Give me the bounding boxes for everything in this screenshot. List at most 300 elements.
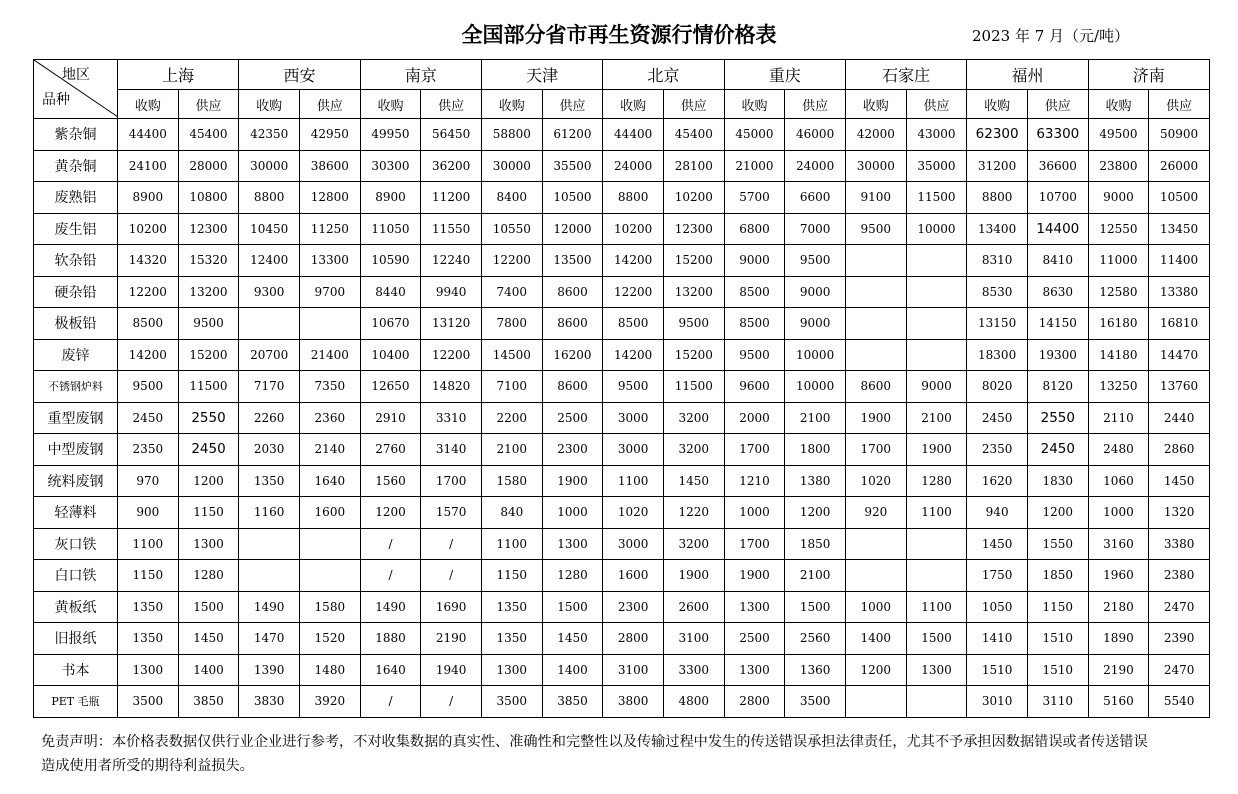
buy-price-cell: 9500 [845,213,906,245]
buy-price-cell: 1390 [239,654,300,686]
buy-price-cell: 1200 [845,654,906,686]
buy-price-cell: 10670 [360,308,421,340]
buy-price-cell: 9000 [1088,182,1149,214]
sell-price-cell: 1280 [178,560,239,592]
buy-price-cell: 10200 [118,213,179,245]
buy-price-cell: 16180 [1088,308,1149,340]
sell-price-cell: 10000 [785,371,846,403]
buy-price-cell: / [360,686,421,718]
sell-price-cell: 2390 [1149,623,1210,655]
sell-price-cell [299,308,360,340]
buy-price-cell: 1700 [724,434,785,466]
buy-price-cell: 1150 [481,560,542,592]
buy-price-cell: 1490 [360,591,421,623]
sell-price-cell: 8410 [1027,245,1088,277]
sell-price-cell: 3200 [663,402,724,434]
sell-price-cell: 2500 [542,402,603,434]
sell-price-cell: 12000 [542,213,603,245]
buy-price-cell: 8530 [967,276,1028,308]
buy-price-cell: 2110 [1088,402,1149,434]
buy-price-header: 收购 [845,90,906,119]
buy-sell-header-row [34,90,1210,119]
sell-price-cell: 24000 [785,150,846,182]
buy-price-cell: 10400 [360,339,421,371]
buy-price-cell: 49950 [360,119,421,151]
date-unit-label: 2023 年 7 月（元/吨） [972,27,1130,45]
buy-price-cell: 14200 [118,339,179,371]
sell-price-cell: 14150 [1027,308,1088,340]
item-name-cell: 不锈钢炉料 [34,371,118,403]
sell-price-cell: 14820 [421,371,482,403]
buy-price-cell [845,308,906,340]
table-row [34,560,1210,592]
buy-price-cell: 1960 [1088,560,1149,592]
buy-price-cell: 1560 [360,465,421,497]
buy-price-cell: 1620 [967,465,1028,497]
page-title: 全国部分省市再生资源行情价格表 [461,23,777,47]
sell-price-cell: 2860 [1149,434,1210,466]
sell-price-cell: 2300 [542,434,603,466]
sell-price-cell: 1220 [663,497,724,529]
sell-price-cell: 1500 [178,591,239,623]
buy-price-cell: 8800 [967,182,1028,214]
city-header: 重庆 [724,60,845,90]
buy-price-cell: 14200 [603,339,664,371]
sell-price-cell: 61200 [542,119,603,151]
city-header: 西安 [239,60,360,90]
buy-price-cell: 1880 [360,623,421,655]
buy-price-cell: 1700 [724,528,785,560]
table-row [34,213,1210,245]
buy-price-cell: 2100 [481,434,542,466]
buy-price-cell: 970 [118,465,179,497]
buy-price-cell: 3800 [603,686,664,718]
sell-price-cell [906,245,967,277]
buy-price-cell: 5700 [724,182,785,214]
sell-price-cell: 15200 [178,339,239,371]
sell-price-cell: 3100 [663,623,724,655]
buy-price-cell: 12200 [118,276,179,308]
buy-price-cell: 940 [967,497,1028,529]
item-name-cell: 重型废钢 [34,402,118,434]
sell-price-cell: 3850 [542,686,603,718]
buy-price-cell [239,308,300,340]
sell-price-cell: 1300 [542,528,603,560]
sell-price-cell: 1200 [1027,497,1088,529]
sell-price-cell: 2560 [785,623,846,655]
sell-price-cell: 1850 [1027,560,1088,592]
sell-price-cell: 2470 [1149,591,1210,623]
sell-price-cell: 2190 [421,623,482,655]
buy-price-cell: 1750 [967,560,1028,592]
sell-price-cell: 11400 [1149,245,1210,277]
buy-price-header: 收购 [1088,90,1149,119]
sell-price-cell: 1320 [1149,497,1210,529]
buy-price-cell [845,339,906,371]
buy-price-cell: 1900 [845,402,906,434]
sell-price-cell: 13200 [663,276,724,308]
sell-price-cell: 13380 [1149,276,1210,308]
table-row [34,119,1210,151]
buy-price-cell: 1100 [118,528,179,560]
buy-price-cell: 1490 [239,591,300,623]
sell-price-cell: 10200 [663,182,724,214]
sell-price-header: 供应 [542,90,603,119]
buy-price-cell: 12650 [360,371,421,403]
buy-price-cell: 9500 [118,371,179,403]
buy-price-cell: 12550 [1088,213,1149,245]
buy-price-cell: 3000 [603,434,664,466]
sell-price-cell [906,528,967,560]
buy-price-cell: 3500 [118,686,179,718]
city-header: 福州 [967,60,1088,90]
buy-price-cell: 2030 [239,434,300,466]
buy-price-cell: 2760 [360,434,421,466]
buy-price-cell: 1450 [967,528,1028,560]
sell-price-cell: 9700 [299,276,360,308]
buy-price-cell [845,528,906,560]
price-table [33,59,1210,718]
sell-price-cell: 13300 [299,245,360,277]
sell-price-cell: 2550 [1027,402,1088,434]
sell-price-cell: 8600 [542,308,603,340]
sell-price-cell: / [421,560,482,592]
sell-price-cell [906,339,967,371]
city-header: 上海 [118,60,239,90]
buy-price-cell: 900 [118,497,179,529]
sell-price-cell: 2100 [906,402,967,434]
sell-price-cell: 35500 [542,150,603,182]
sell-price-cell: 16200 [542,339,603,371]
buy-price-cell: 920 [845,497,906,529]
table-row [34,402,1210,434]
buy-price-cell: 2190 [1088,654,1149,686]
sell-price-cell: 1400 [178,654,239,686]
buy-price-cell: 3500 [481,686,542,718]
buy-price-cell: 49500 [1088,119,1149,151]
table-row [34,654,1210,686]
sell-price-cell [299,560,360,592]
buy-price-cell: 1000 [724,497,785,529]
corner-header-cell [34,60,118,119]
sell-price-cell: 14470 [1149,339,1210,371]
buy-price-cell: 2910 [360,402,421,434]
sell-price-cell: 35000 [906,150,967,182]
buy-price-cell: 23800 [1088,150,1149,182]
sell-price-cell: 3200 [663,434,724,466]
region-label: 地区 [62,67,90,83]
sell-price-cell: 9500 [663,308,724,340]
sell-price-cell: 3380 [1149,528,1210,560]
sell-price-cell: 10000 [785,339,846,371]
buy-price-cell: 2800 [724,686,785,718]
sell-price-cell: 4800 [663,686,724,718]
city-header-row [34,60,1210,90]
buy-price-cell: 58800 [481,119,542,151]
buy-price-cell: 30000 [845,150,906,182]
disclaimer-line-1: 免责声明：本价格表数据仅供行业企业进行参考，不对收集数据的真实性、准确性和完整性以及传输过程中发生的传送错误承担法律责任，尤其不予承担因数据错误或者传送错误 [41,734,1148,750]
buy-price-cell: 14200 [603,245,664,277]
buy-price-cell: 11000 [1088,245,1149,277]
city-header: 石家庄 [845,60,966,90]
buy-price-cell: 8500 [118,308,179,340]
buy-price-cell: 8500 [724,276,785,308]
buy-price-cell: 2500 [724,623,785,655]
buy-price-cell: 1210 [724,465,785,497]
sell-price-cell: 28100 [663,150,724,182]
buy-price-cell: 2450 [967,402,1028,434]
buy-price-header: 收购 [967,90,1028,119]
sell-price-header: 供应 [1027,90,1088,119]
buy-price-cell: 8900 [360,182,421,214]
buy-price-cell: 9100 [845,182,906,214]
sell-price-cell: 9000 [785,276,846,308]
sell-price-cell: 1900 [542,465,603,497]
buy-price-cell: 42000 [845,119,906,151]
buy-price-cell: 1350 [239,465,300,497]
sell-price-cell: 63300 [1027,119,1088,151]
sell-price-cell: 1500 [542,591,603,623]
buy-price-cell: 2480 [1088,434,1149,466]
sell-price-cell: 7350 [299,371,360,403]
sell-price-cell: 13760 [1149,371,1210,403]
buy-price-cell: 2200 [481,402,542,434]
sell-price-cell: 2550 [178,402,239,434]
sell-price-cell: 1450 [542,623,603,655]
item-name-cell: 极板铅 [34,308,118,340]
sell-price-cell [906,308,967,340]
table-row [34,245,1210,277]
buy-price-cell: 9000 [724,245,785,277]
sell-price-cell: 1450 [178,623,239,655]
buy-price-cell: 13250 [1088,371,1149,403]
buy-price-cell: 1900 [724,560,785,592]
buy-price-cell: 14500 [481,339,542,371]
sell-price-cell: 7000 [785,213,846,245]
sell-price-cell: 10500 [542,182,603,214]
buy-price-cell [239,528,300,560]
sell-price-cell: 8600 [542,371,603,403]
sell-price-cell: 8120 [1027,371,1088,403]
buy-price-cell: 10450 [239,213,300,245]
sell-price-cell [906,276,967,308]
sell-price-cell: 12300 [663,213,724,245]
buy-price-header: 收购 [239,90,300,119]
buy-price-cell: 1890 [1088,623,1149,655]
buy-price-cell: 14320 [118,245,179,277]
sell-price-cell: 10800 [178,182,239,214]
sell-price-cell: 11550 [421,213,482,245]
sell-price-cell: 2450 [1027,434,1088,466]
sell-price-cell: 12300 [178,213,239,245]
sell-price-cell: 12240 [421,245,482,277]
buy-price-cell: 13150 [967,308,1028,340]
sell-price-cell: 2380 [1149,560,1210,592]
sell-price-cell: 12800 [299,182,360,214]
item-name-cell: 黄杂铜 [34,150,118,182]
item-name-cell: 废熟铝 [34,182,118,214]
sell-price-cell: 1150 [178,497,239,529]
sell-price-cell: 1500 [906,623,967,655]
buy-price-cell: 2450 [118,402,179,434]
buy-price-cell: 12200 [603,276,664,308]
sell-price-header: 供应 [421,90,482,119]
buy-price-cell [845,276,906,308]
buy-price-cell: 8800 [603,182,664,214]
table-row [34,339,1210,371]
sell-price-cell: 36200 [421,150,482,182]
sell-price-cell: 3500 [785,686,846,718]
buy-price-cell: 8310 [967,245,1028,277]
buy-price-cell: 11050 [360,213,421,245]
sell-price-cell: 6600 [785,182,846,214]
buy-price-cell: 44400 [603,119,664,151]
sell-price-cell: 1830 [1027,465,1088,497]
buy-price-cell: 2350 [967,434,1028,466]
table-row [34,497,1210,529]
buy-price-header: 收购 [724,90,785,119]
buy-price-cell: 8800 [239,182,300,214]
sell-price-cell: 1280 [542,560,603,592]
buy-price-cell: 6800 [724,213,785,245]
buy-price-cell: 3000 [603,528,664,560]
item-name-cell: PET 毛瓶 [34,686,118,718]
sell-price-cell: 13200 [178,276,239,308]
sell-price-cell: 43000 [906,119,967,151]
sell-price-cell: 11500 [906,182,967,214]
buy-price-cell: 1200 [360,497,421,529]
buy-price-cell: 9500 [724,339,785,371]
sell-price-cell: 2470 [1149,654,1210,686]
buy-price-cell: 3830 [239,686,300,718]
sell-price-cell: 1000 [542,497,603,529]
sell-price-cell: 1300 [906,654,967,686]
city-header: 南京 [360,60,481,90]
city-header: 天津 [481,60,602,90]
buy-price-cell: 8500 [724,308,785,340]
buy-price-cell: 1050 [967,591,1028,623]
item-name-cell: 软杂铅 [34,245,118,277]
sell-price-cell: 3920 [299,686,360,718]
buy-price-cell: 1150 [118,560,179,592]
sell-price-header: 供应 [1149,90,1210,119]
buy-price-cell: / [360,528,421,560]
buy-price-cell: 1350 [481,591,542,623]
sell-price-cell: 1450 [663,465,724,497]
city-header: 济南 [1088,60,1209,90]
sell-price-cell: 1520 [299,623,360,655]
buy-price-cell: 7400 [481,276,542,308]
table-row [34,528,1210,560]
buy-price-cell: 30000 [481,150,542,182]
sell-price-cell: 8630 [1027,276,1088,308]
sell-price-cell: 1700 [421,465,482,497]
sell-price-header: 供应 [663,90,724,119]
buy-price-header: 收购 [481,90,542,119]
sell-price-cell: 42950 [299,119,360,151]
buy-price-cell: 12580 [1088,276,1149,308]
sell-price-cell: 26000 [1149,150,1210,182]
table-row [34,182,1210,214]
buy-price-cell: 1060 [1088,465,1149,497]
table-row [34,371,1210,403]
buy-price-cell: 840 [481,497,542,529]
buy-price-cell: / [360,560,421,592]
sell-price-cell: 45400 [663,119,724,151]
buy-price-cell: 1300 [481,654,542,686]
sell-price-cell: 1800 [785,434,846,466]
item-label: 品种 [42,92,70,108]
buy-price-cell: 24100 [118,150,179,182]
buy-price-cell: 3010 [967,686,1028,718]
buy-price-cell: 1100 [481,528,542,560]
table-row [34,150,1210,182]
buy-price-cell: 2350 [118,434,179,466]
item-name-cell: 硬杂铅 [34,276,118,308]
sell-price-cell: 3200 [663,528,724,560]
buy-price-cell: 24000 [603,150,664,182]
buy-price-cell: 3100 [603,654,664,686]
buy-price-cell: 9600 [724,371,785,403]
item-name-cell: 废生铝 [34,213,118,245]
sell-price-cell: 1400 [542,654,603,686]
buy-price-cell: 1470 [239,623,300,655]
buy-price-cell: 8440 [360,276,421,308]
buy-price-cell: 9300 [239,276,300,308]
sell-price-cell [906,686,967,718]
item-name-cell: 书本 [34,654,118,686]
sell-price-cell: 8600 [542,276,603,308]
sell-price-cell: 9500 [178,308,239,340]
buy-price-cell: 30300 [360,150,421,182]
buy-price-cell [845,560,906,592]
buy-price-cell: 42350 [239,119,300,151]
buy-price-cell [239,560,300,592]
buy-price-cell: 3000 [603,402,664,434]
sell-price-cell: 19300 [1027,339,1088,371]
disclaimer-line-2: 造成使用者所受的期待利益损失。 [41,758,254,774]
buy-price-cell: 45000 [724,119,785,151]
buy-price-header: 收购 [603,90,664,119]
buy-price-cell: 2800 [603,623,664,655]
buy-price-header: 收购 [118,90,179,119]
sell-price-cell: 1640 [299,465,360,497]
sell-price-header: 供应 [906,90,967,119]
sell-price-cell: 2450 [178,434,239,466]
buy-price-cell: 18300 [967,339,1028,371]
sell-price-cell: 9940 [421,276,482,308]
sell-price-cell: 10500 [1149,182,1210,214]
sell-price-cell: 1100 [906,591,967,623]
buy-price-cell: 8400 [481,182,542,214]
buy-price-cell: 2180 [1088,591,1149,623]
sell-price-cell: 13500 [542,245,603,277]
sell-price-cell: 11250 [299,213,360,245]
sell-price-header: 供应 [178,90,239,119]
city-header: 北京 [603,60,724,90]
sell-price-cell: 1450 [1149,465,1210,497]
sell-price-cell: 28000 [178,150,239,182]
sell-price-cell: 56450 [421,119,482,151]
sell-price-cell: 1600 [299,497,360,529]
buy-price-cell: 44400 [118,119,179,151]
table-row [34,276,1210,308]
sell-price-cell: 21400 [299,339,360,371]
sell-price-cell: 1510 [1027,623,1088,655]
sell-price-cell: 2100 [785,560,846,592]
disclaimer [41,730,1216,778]
buy-price-cell: 7800 [481,308,542,340]
